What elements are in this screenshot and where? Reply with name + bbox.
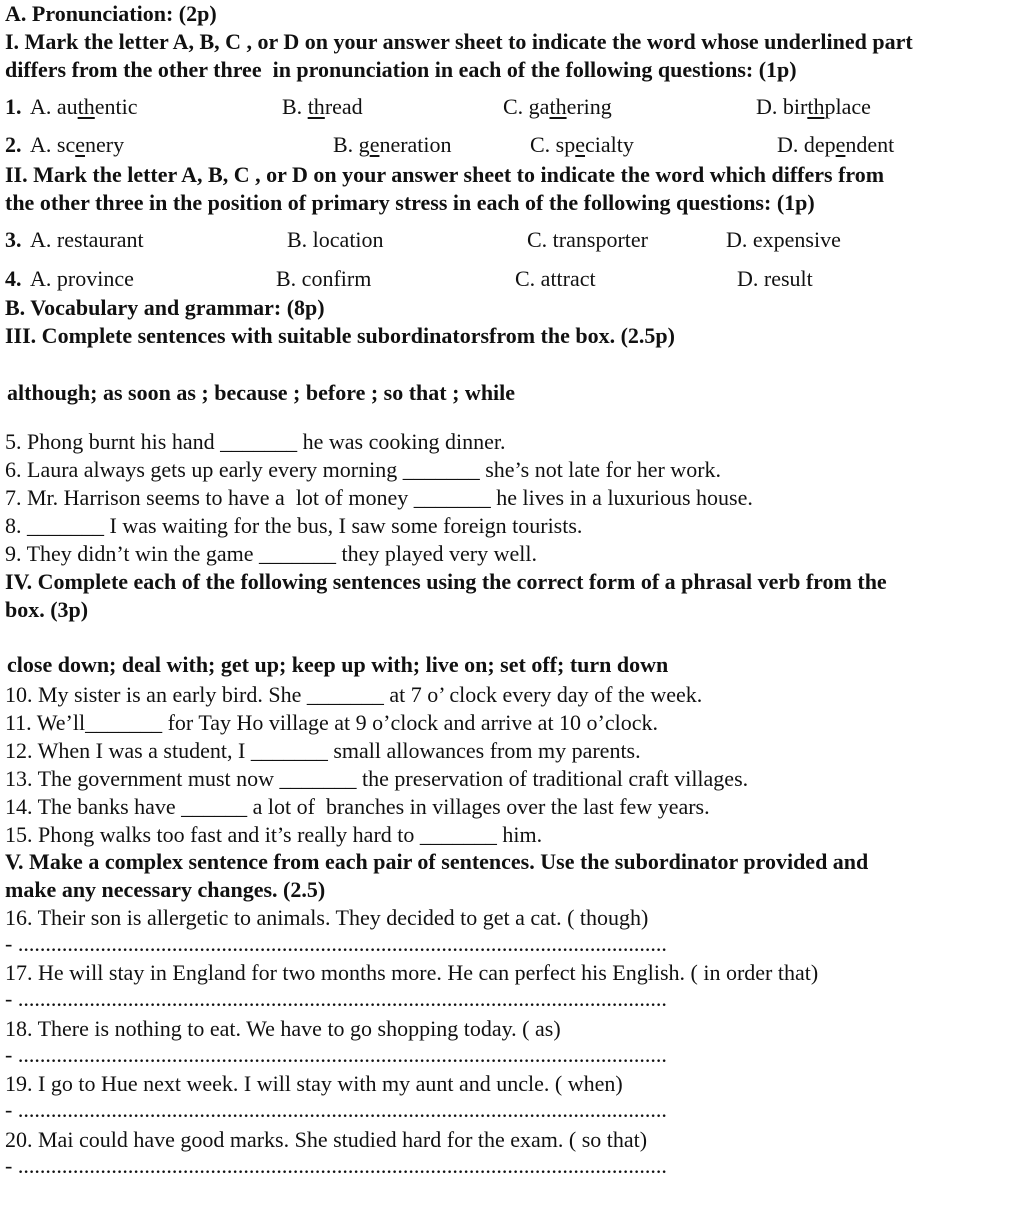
question-3-option-a: A. restaurant <box>30 227 144 252</box>
question-14: 14. The banks have ______ a lot of branches in villages over the last few years. <box>5 794 710 819</box>
question-7: 7. Mr. Harrison seems to have a lot of money _______ he lives in a luxurious house. <box>5 485 753 510</box>
part-ii-instruction-line1: II. Mark the letter A, B, C , or D on your answer sheet to indicate the word which differs from <box>5 162 885 187</box>
part-ii-instruction-line2: the other three in the position of primary stress in each of the following questions: (1p) <box>5 190 815 215</box>
question-4-option-a: A. province <box>30 266 134 291</box>
phrasal-verb-box: close down; deal with; get up; keep up with; live on; set off; turn down <box>7 652 669 677</box>
section-b-heading: B. Vocabulary and grammar: (8p) <box>5 295 325 320</box>
question-20: 20. Mai could have good marks. She studied hard for the exam. ( so that) <box>5 1127 648 1152</box>
question-13: 13. The government must now _______ the preservation of traditional craft villages. <box>5 766 749 791</box>
question-2-number: 2. <box>5 132 22 157</box>
question-3-option-b: B. location <box>287 227 384 252</box>
question-5: 5. Phong burnt his hand _______ he was cooking dinner. <box>5 429 506 454</box>
question-18: 18. There is nothing to eat. We have to go shopping today. ( as) <box>5 1016 561 1041</box>
part-iv-title-line2: box. (3p) <box>5 597 89 622</box>
question-10: 10. My sister is an early bird. She _______ at 7 o’ clock every day of the week. <box>5 682 703 707</box>
question-2-option-a: A. scenery <box>30 132 125 157</box>
question-1-option-b: B. thread <box>282 94 363 119</box>
question-1-option-c: C. gathering <box>503 94 612 119</box>
question-2-option-d: D. dependent <box>777 132 895 157</box>
question-4-option-c: C. attract <box>515 266 596 291</box>
part-v-title-line2: make any necessary changes. (2.5) <box>5 877 326 902</box>
question-2-option-b: B. generation <box>333 132 452 157</box>
answer-line-16[interactable]: - ...................................................................................................................... <box>5 931 667 956</box>
question-1-option-a: A. authentic <box>30 94 138 119</box>
question-15: 15. Phong walks too fast and it’s really hard to _______ him. <box>5 822 543 847</box>
question-17: 17. He will stay in England for two months more. He can perfect his English. ( in order that) <box>5 960 819 985</box>
part-iv-title-line1: IV. Complete each of the following sentences using the correct form of a phrasal verb from the <box>5 569 887 594</box>
subordinator-box: although; as soon as ; because ; before ; so that ; while <box>7 380 516 405</box>
question-8: 8. _______ I was waiting for the bus, I saw some foreign tourists. <box>5 513 583 538</box>
part-i-instruction-line2: differs from the other three in pronunciation in each of the following questions: (1p) <box>5 57 797 82</box>
question-6: 6. Laura always gets up early every morning _______ she’s not late for her work. <box>5 457 722 482</box>
question-9: 9. They didn’t win the game _______ they played very well. <box>5 541 537 566</box>
question-1-option-d: D. birthplace <box>756 94 871 119</box>
answer-line-19[interactable]: - ...................................................................................................................... <box>5 1097 667 1122</box>
question-2-option-c: C. specialty <box>530 132 634 157</box>
part-i-instruction-line1: I. Mark the letter A, B, C , or D on your answer sheet to indicate the word whose underlined part <box>5 29 913 54</box>
question-4-number: 4. <box>5 266 22 291</box>
question-4-option-d: D. result <box>737 266 813 291</box>
section-a-heading: A. Pronunciation: (2p) <box>5 1 217 26</box>
part-iii-title: III. Complete sentences with suitable subordinatorsfrom the box. (2.5p) <box>5 323 675 348</box>
question-3-option-d: D. expensive <box>726 227 841 252</box>
question-19: 19. I go to Hue next week. I will stay with my aunt and uncle. ( when) <box>5 1071 623 1096</box>
question-1-number: 1. <box>5 94 22 119</box>
question-3-number: 3. <box>5 227 22 252</box>
part-v-title-line1: V. Make a complex sentence from each pair of sentences. Use the subordinator provided and <box>5 849 869 874</box>
answer-line-20[interactable]: - ...................................................................................................................... <box>5 1153 667 1178</box>
answer-line-18[interactable]: - ...................................................................................................................... <box>5 1042 667 1067</box>
question-12: 12. When I was a student, I _______ small allowances from my parents. <box>5 738 641 763</box>
question-3-option-c: C. transporter <box>527 227 648 252</box>
question-11: 11. We’ll_______ for Tay Ho village at 9 o’clock and arrive at 10 o’clock. <box>5 710 659 735</box>
question-16: 16. Their son is allergetic to animals. They decided to get a cat. ( though) <box>5 905 649 930</box>
question-4-option-b: B. confirm <box>276 266 372 291</box>
answer-line-17[interactable]: - ...................................................................................................................... <box>5 986 667 1011</box>
